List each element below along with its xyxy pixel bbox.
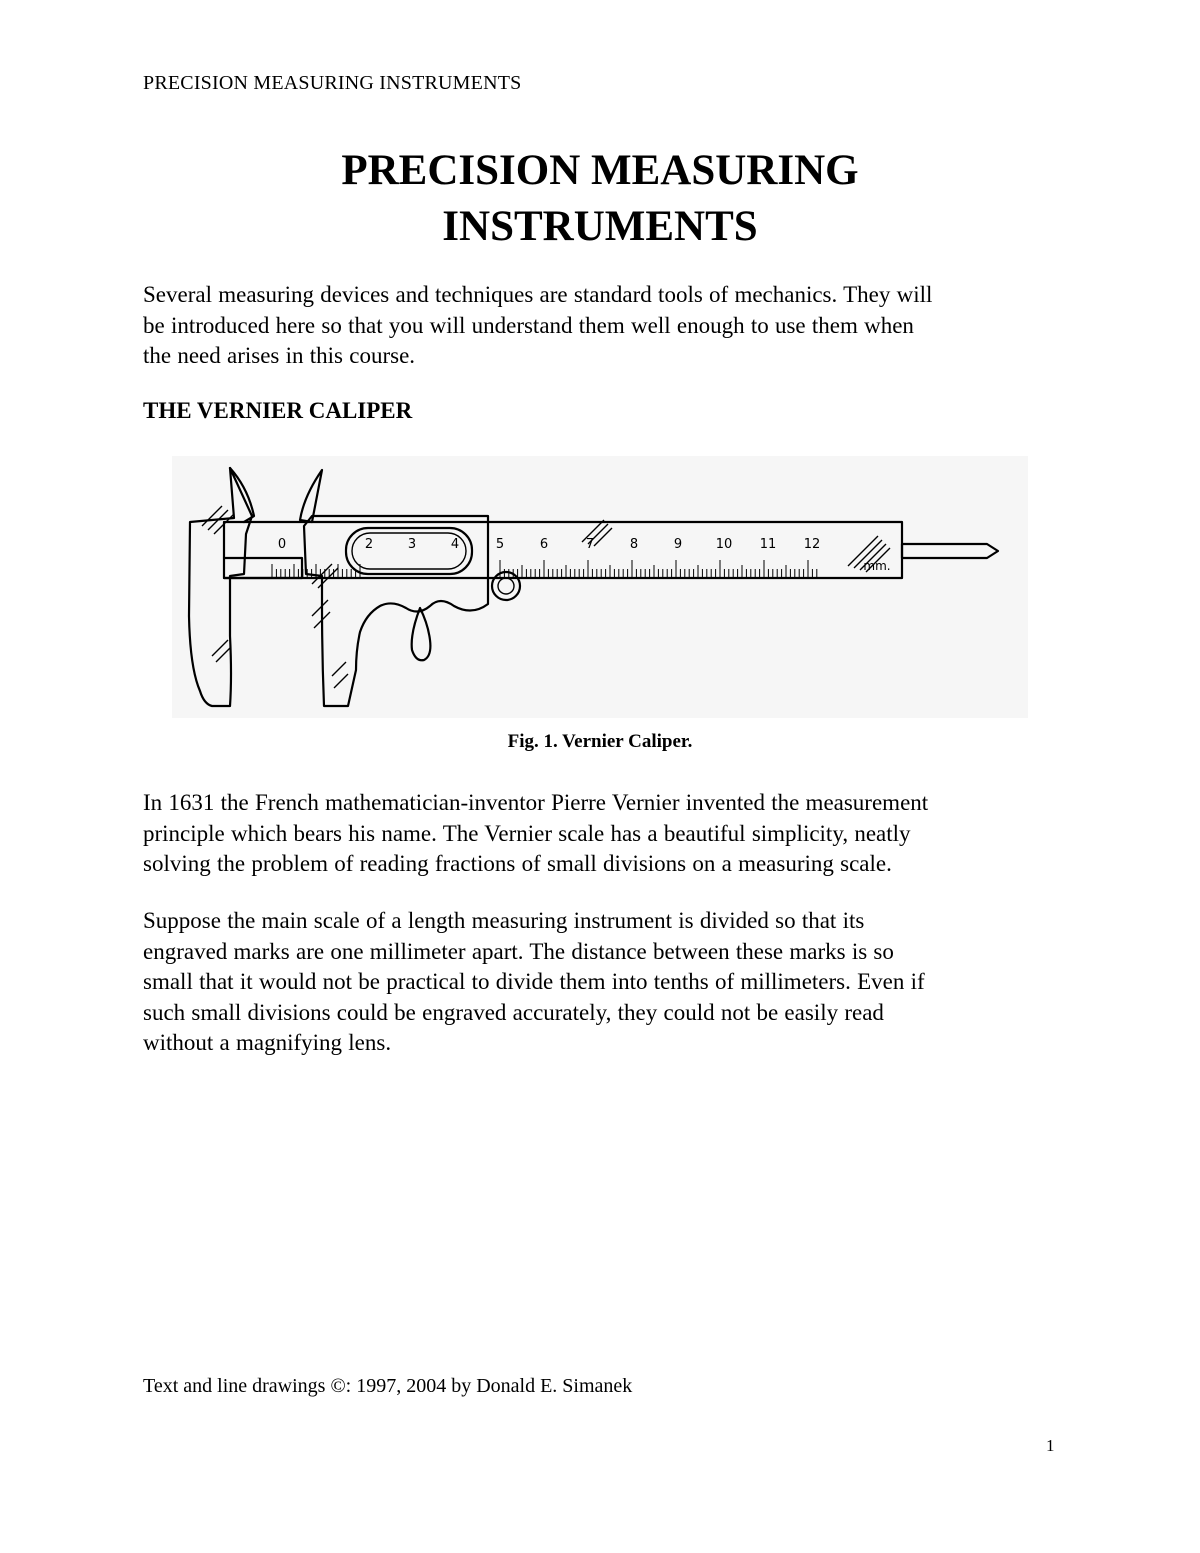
copyright-credit: Text and line drawings ©: 1997, 2004 by Donald E. Simanek [143, 1375, 633, 1397]
intro-line-1: Several measuring devices and techniques are standard tools of mechanics. They will [143, 282, 933, 307]
history-paragraph [143, 788, 1083, 880]
locking-drop [412, 608, 431, 660]
main-scale-paragraph [143, 906, 1083, 1059]
main-scale-line-5: without a magnifying lens. [143, 1030, 392, 1055]
scale-number-9: 9 [673, 537, 683, 552]
fixed-jaw [189, 468, 252, 706]
scale-number-6: 6 [539, 537, 549, 552]
page-number: 1 [1046, 1436, 1055, 1455]
scale-number-2: 2 [364, 537, 374, 552]
scale-number-8: 8 [629, 537, 639, 552]
document-title [0, 143, 1200, 255]
main-scale-line-4: such small divisions could be engraved accurately, they could not be easily read [143, 999, 884, 1025]
intro-line-2: be introduced here so that you will understand them well enough to use them when [143, 312, 914, 338]
intro-paragraph [143, 280, 1083, 372]
scale-number-10: 10 [715, 537, 733, 552]
sliding-jaw [304, 516, 488, 706]
main-scale-line-2: engraved marks are one millimeter apart. The distance between these marks is so [143, 938, 894, 964]
history-line-3: solving the problem of reading fractions of small divisions on a measuring scale. [143, 851, 892, 876]
vernier-caliper-figure [172, 456, 1028, 718]
thumb-screw [492, 572, 520, 600]
history-line-2: principle which bears his name. The Vernier scale has a beautiful simplicity, neatly [143, 820, 911, 846]
main-scale-line-1: Suppose the main scale of a length measuring instrument is divided so that its [143, 908, 865, 933]
history-line-1: In 1631 the French mathematician-inventor Pierre Vernier invented the measurement [143, 790, 929, 815]
scale-number-3: 3 [407, 537, 417, 552]
running-header: PRECISION MEASURING INSTRUMENTS [143, 72, 522, 94]
scale-number-4: 4 [450, 537, 460, 552]
vernier-caliper-drawing [172, 456, 1028, 718]
unit-label: mm. [863, 559, 891, 573]
scale-number-11: 11 [759, 537, 777, 552]
scale-number-12: 12 [803, 537, 821, 552]
scale-number-7: 7 [585, 537, 595, 552]
intro-line-3: the need arises in this course. [143, 343, 416, 368]
depth-rod [902, 544, 998, 558]
figure-caption: Fig. 1. Vernier Caliper. [507, 731, 693, 752]
scale-number-0: 0 [277, 537, 287, 552]
document-title-line-1: PRECISION MEASURING [341, 147, 859, 194]
main-scale-line-3: small that it would not be practical to divide them into tenths of millimeters. Even if [143, 969, 925, 994]
section-heading: THE VERNIER CALIPER [143, 398, 413, 423]
document-title-line-2: INSTRUMENTS [442, 203, 758, 250]
scale-number-5: 5 [495, 537, 505, 552]
